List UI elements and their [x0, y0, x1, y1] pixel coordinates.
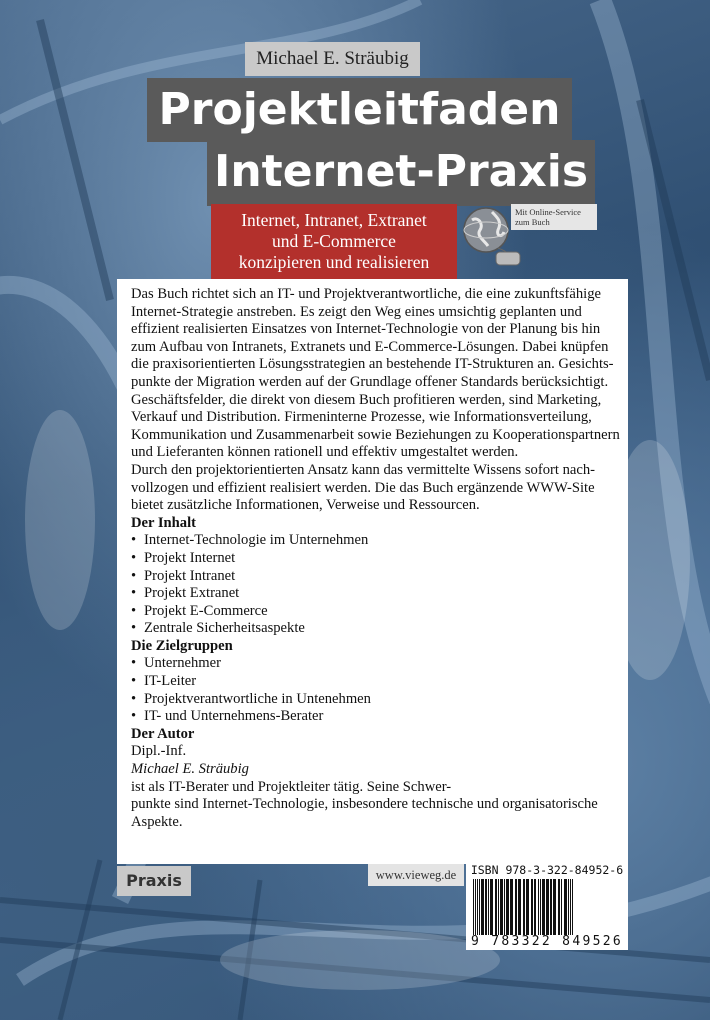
subtitle-box	[211, 204, 457, 282]
barcode-bar	[479, 879, 480, 935]
autor-line: punkte sind Internet-Technologie, insbesondere technische und organisatorische	[131, 796, 598, 813]
description-line: die praxisorientierten Lösungsstrategien an bestehende IT-Strukturen an. Gesichts-	[131, 356, 614, 373]
description-line: Verkauf und Distribution. Firmeninterne Prozesse, wie Informationsverteilung,	[131, 409, 592, 426]
description-text	[131, 286, 628, 515]
subtitle-line: Internet, Intranet, Extranet	[241, 210, 427, 230]
list-item: • Projekt Extranet	[131, 585, 240, 602]
barcode-bar	[500, 879, 503, 935]
barcode-bar	[570, 879, 571, 935]
author-label: Michael E. Sträubig	[245, 42, 420, 76]
subtitle-line: konzipieren und realisieren	[238, 252, 430, 272]
title-line-1: Projektleitfaden	[147, 78, 572, 142]
title-line-2: Internet-Praxis	[207, 140, 595, 206]
barcode-bar	[523, 879, 525, 935]
barcode-bar	[473, 879, 474, 935]
online-tag-line: Mit Online-Service	[515, 207, 581, 217]
barcode-bar	[553, 879, 556, 935]
barcode-bar	[564, 879, 567, 935]
barcode-bar	[510, 879, 513, 935]
list-item: • Unternehmer	[131, 655, 221, 672]
barcode-bar	[504, 879, 505, 935]
description-line: bietet zusätzliche Informationen, Verweise und Ressourcen.	[131, 497, 480, 514]
autor-name: Michael E. Sträubig	[131, 761, 249, 778]
online-service-tag	[511, 204, 597, 230]
description-line: effizient realisierten Einsatzes von Internet-Technologie von der Planung bis hin	[131, 321, 601, 338]
description-line: Internet-Strategie anstreben. Es zeigt den Weg eines umsichtig geplanten und	[131, 303, 582, 320]
blurb-panel	[117, 279, 628, 864]
autor-line: Aspekte.	[131, 813, 183, 830]
barcode-bar	[538, 879, 539, 935]
barcode-bar	[475, 879, 476, 935]
description-line: Geschäftsfelder, die direkt von diesem Buch profitieren werden, sind Marketing,	[131, 391, 602, 408]
barcode-bar	[498, 879, 499, 935]
autor-text	[131, 743, 628, 831]
list-item: • Projekt Intranet	[131, 567, 236, 584]
barcode-bar	[518, 879, 521, 935]
description-line: Das Buch richtet sich an IT- und Projektverantwortliche, die eine zukunftsfähige	[131, 286, 601, 302]
publisher-url: www.vieweg.de	[368, 864, 464, 886]
barcode-bar	[534, 879, 536, 935]
description-line: Kommunikation und Zusammenarbeit sowie Beziehungen zu Kooperationspartnern	[131, 426, 620, 443]
barcode-bar	[572, 879, 573, 935]
autor-line: Dipl.-Inf. Michael E. Sträubig ist als IT-Berater und Projektleiter tätig. Seine Schwer-	[131, 743, 452, 795]
barcode-bar	[485, 879, 487, 935]
barcode-box	[466, 862, 628, 950]
barcode-bar	[515, 879, 517, 935]
barcode-bar	[481, 879, 484, 935]
barcode-bar	[506, 879, 509, 935]
barcode-bar	[550, 879, 552, 935]
autor-heading: Der Autor	[131, 725, 195, 742]
barcode-bar	[490, 879, 493, 935]
zielgruppen-heading: Die Zielgruppen	[131, 637, 233, 654]
barcode-bar	[488, 879, 489, 935]
barcode-bar	[540, 879, 541, 935]
series-label: Praxis	[117, 866, 191, 896]
list-item: • IT- und Unternehmens-Berater	[131, 708, 324, 725]
list-item: • IT-Leiter	[131, 673, 197, 690]
description-line: und Lieferanten können rationell und effektiv umgestaltet werden.	[131, 444, 519, 461]
list-item: • Projekt Internet	[131, 549, 236, 566]
description-line: punkte der Migration werden auf der Grundlage offener Standards berücksichtigt.	[131, 373, 609, 390]
list-item: • Zentrale Sicherheitsaspekte	[131, 620, 305, 637]
description-line: vollzogen und effizient realisiert werden. Die das Buch ergänzende WWW-Site	[131, 479, 595, 496]
barcode	[469, 879, 625, 935]
barcode-bar	[568, 879, 569, 935]
description-line: zum Aufbau von Intranets, Extranets und E-Commerce-Lösungen. Dabei knüpfen	[131, 338, 609, 355]
barcode-bar	[561, 879, 562, 935]
ean-digits: 9 783322 849526	[471, 934, 623, 949]
barcode-bar	[526, 879, 529, 935]
inhalt-heading: Der Inhalt	[131, 514, 197, 531]
list-item: • Projekt E-Commerce	[131, 602, 268, 619]
barcode-bar	[531, 879, 533, 935]
isbn-text: ISBN 978-3-322-84952-6	[470, 863, 624, 877]
barcode-bar	[495, 879, 497, 935]
description-line: Durch den projektorientierten Ansatz kann das vermittelte Wissens sofort nach-	[131, 461, 595, 478]
barcode-bar	[477, 879, 478, 935]
barcode-bar	[558, 879, 560, 935]
list-item: • Internet-Technologie im Unternehmen	[131, 532, 369, 549]
online-tag-line: zum Buch	[515, 217, 550, 227]
list-item: • Projektverantwortliche in Untenehmen	[131, 690, 371, 707]
inhalt-list	[131, 532, 628, 638]
subtitle-line: und E-Commerce	[272, 231, 396, 251]
zielgruppen-list	[131, 655, 628, 725]
barcode-bar	[542, 879, 545, 935]
barcode-bar	[546, 879, 549, 935]
